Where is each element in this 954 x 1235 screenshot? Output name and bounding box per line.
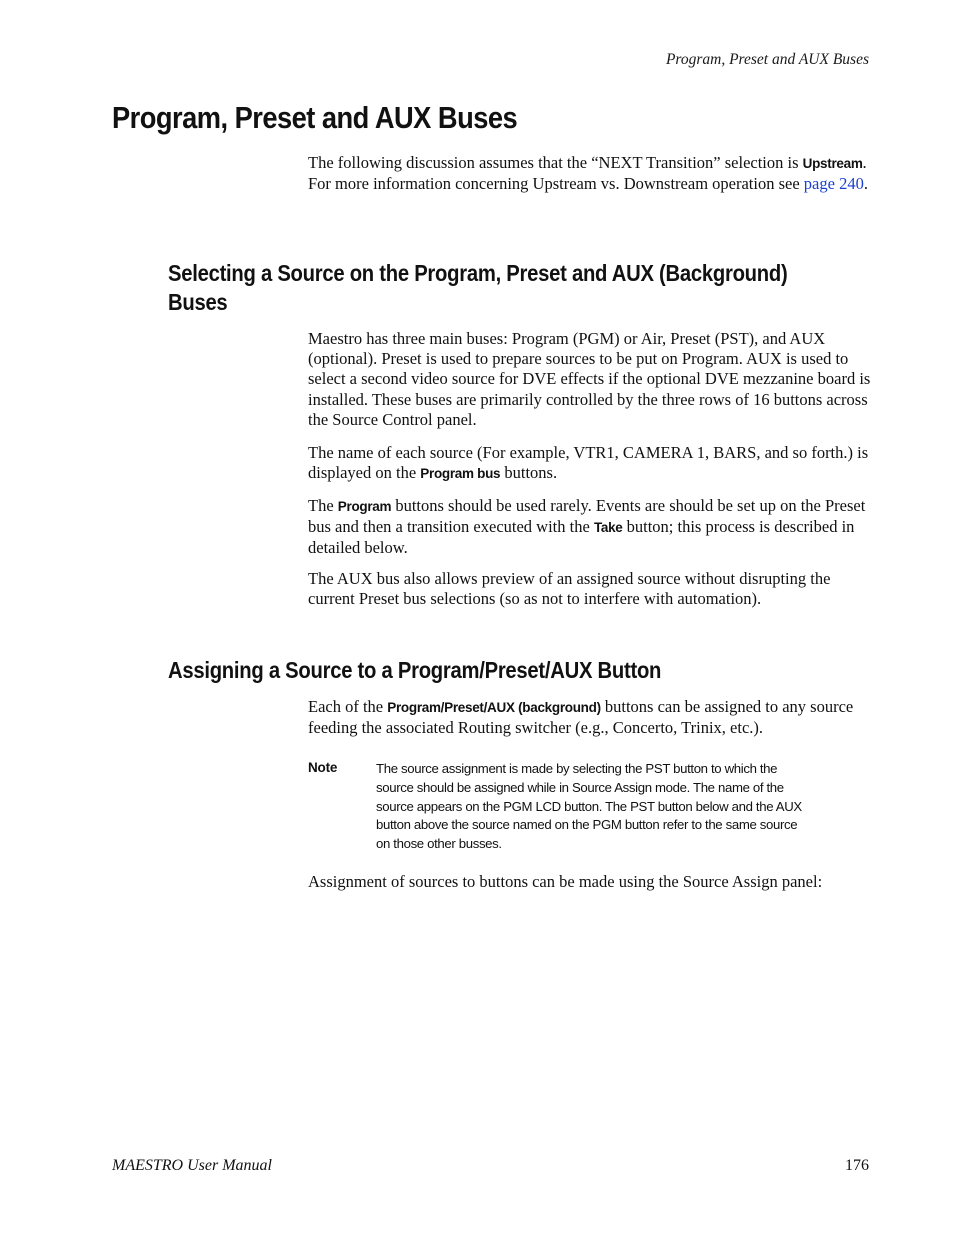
ui-label-program: Program: [337, 499, 392, 514]
subsection-title-selecting-source: Selecting a Source on the Program, Preset and AUX (Background) Buses: [168, 260, 788, 315]
paragraph-source-assign-panel: Assignment of sources to buttons can be made using the Source Assign panel:: [308, 872, 823, 891]
ui-label-take: Take: [593, 520, 623, 536]
page-link[interactable]: page 240: [803, 174, 864, 194]
paragraph-main-buses: Maestro has three main buses: Program (PGM) or Air, Preset (PST), and AUX (optional). Preset is used to prepare sources to be put on Program. AUX is used to select a second video source for DVE effects if the optional DVE mezzanine board is installed. These buses are primarily controlled by the three rows of 16 buttons across the Source Control panel.: [308, 329, 871, 429]
running-header: Program, Preset and AUX Buses: [665, 51, 869, 68]
subsection-title-assigning-source: Assigning a Source to a Program/Preset/AUX Button: [168, 657, 662, 683]
footer-page-number: 176: [845, 1157, 869, 1174]
ui-label-upstream: Upstream: [802, 156, 863, 171]
paragraph-aux-preview: The AUX bus also allows preview of an assigned source without disrupting the current Preset bus selections (so as not to interfere with automation).: [308, 569, 831, 609]
ui-label-program-preset-aux: Program/Preset/AUX (background): [387, 700, 601, 715]
paragraph-program-buttons: The Program buttons should be used rarely. Events are should be set up on the Preset bus and then a transition executed with the Take button; this process is described in detailed below.: [308, 496, 866, 558]
paragraph-assign-buttons: Each of the Program/Preset/AUX (background) buttons can be assigned to any source feeding the associated Routing switcher (e.g., Concerto, Trinix, etc.).: [308, 697, 854, 738]
paragraph-source-names: The name of each source (For example, VTR1, CAMERA 1, BARS, and so forth.) is displayed on the Program bus buttons.: [308, 443, 869, 483]
footer-manual-title: MAESTRO User Manual: [112, 1157, 272, 1174]
note-text: The source assignment is made by selecting the PST button to which the source should be assigned while in Source Assign mode. The name of the source appears on the PGM LCD button. The PST button below and the AUX button above the source named on the PGM button refer to the same source on those other busses.: [376, 761, 802, 852]
note-label: Note: [308, 760, 338, 775]
ui-label-program-bus: Program bus: [420, 466, 501, 482]
section-title: Program, Preset and AUX Buses: [112, 100, 518, 135]
intro-paragraph: The following discussion assumes that the “NEXT Transition” selection is Upstream. For more information concerning Upstream vs. Downstream operation see page 240.: [308, 153, 868, 194]
